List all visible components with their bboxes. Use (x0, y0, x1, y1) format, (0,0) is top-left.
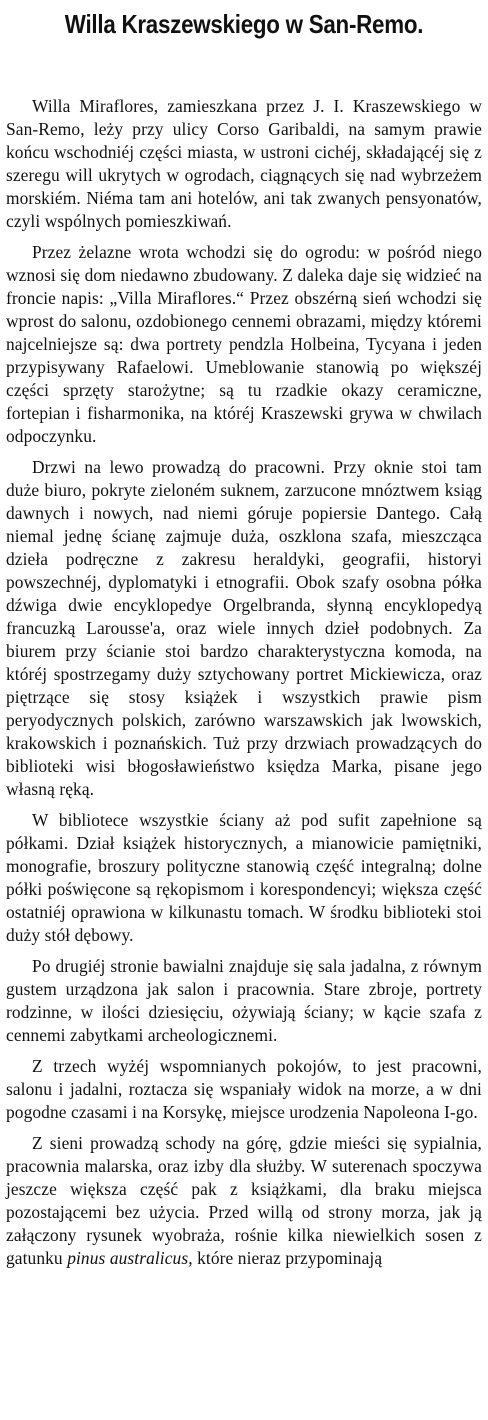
article-title: Willa Kraszewskiego w San-Remo. (64, 9, 424, 39)
paragraph-2: Przez żelazne wrota wchodzi się do ogrodu: w pośród niego wznosi się dom niedawno zbudowany. Z daleka daje się widzieć na froncie napis: „Villa Miraflores.“ Przez obszérną sień wchodzi się wprost do salonu, ozdobionego cennemi obrazami, między któremi najcelniejsze są: dwa portrety pendzla Holbeina, Tycyana i jeden przypisywany Rafaelowi. Umeblowanie stanowią po większéj części sprzęty starożytne; są tu rzadkie okazy ceramiczne, fortepian i fisharmonika, na któréj Kraszewski grywa w chwilach odpoczynku. (6, 242, 482, 446)
paragraph-1: Willa Miraflores, zamieszkana przez J. I. Kraszewskiego w San-Remo, leży przy ulicy Corso Garibaldi, na samym prawie końcu wschodniéj części miasta, w ustroni cichéj, składającéj się z szeregu will ukrytych w ogrodach, ciągnących się nad wybrzeżem morskiém. Niéma tam ani hotelów, ani tak zwanych pensyonatów, czyli wspólnych pomieszkiwań. (6, 96, 482, 231)
paragraph-7-text: Z sieni prowadzą schody na górę, gdzie mieści się sypialnia, pracownia malarska, oraz izby dla służby. W suterenach spoczywa jeszcze większa część pak z książkami, dla braku miejsca pozostającemi bez użycia. Przed willą od strony morza, jak ją załączony rysunek wyobraża, rośnie kilka niewielkich sosen z gatunku (6, 1133, 482, 1268)
paragraph-7-tail: które nieraz przypominają (197, 1248, 383, 1268)
paragraph-3: Drzwi na lewo prowadzą do pracowni. Przy oknie stoi tam duże biuro, pokryte zieloném suknem, zarzucone mnóztwem ksiąg dawnych i nowych, nad niemi góruje popiersie Dantego. Całą niemal jednę ścianę zajmuje duża, oszklona szafa, mieszcząca dzieła podręczne z zakresu heraldyki, geografii, historyi powszechnéj, dyplomatyki i etnografii. Obok szafy osobna półka dźwiga dwie encyklopedye Orgelbranda, słynną encyklopedyą francuzką Larousse'a, oraz wiele innych dzieł podobnych. Za biurem przy ścianie stoi bardzo charakterystyczna komoda, na któréj spostrzegamy duży sztychowany portret Mickiewicza, oraz piętrzące się stosy książek i wszystkich prawie pism peryodycznych polskich, zarówno warszawskich jak lwowskich, krakowskich i poznańskich. Tuż przy drzwiach prowadzących do biblioteki wisi błogosławieństwo księdza Marka, pisane jego własną ręką. (6, 457, 482, 799)
paragraph-6: Z trzech wyżéj wspomnianych pokojów, to jest pracowni, salonu i jadalni, roztacza się wspaniały widok na morze, a w dni pogodne czasami i na Korsykę, miejsce urodzenia Napoleona I-go. (6, 1056, 482, 1122)
article-body (6, 95, 482, 1270)
species-name: pinus australicus, (67, 1248, 193, 1268)
paragraph-4: W bibliotece wszystkie ściany aż pod sufit zapełnione są półkami. Dział książek historycznych, a mianowicie pamiętniki, monografie, broszury polityczne stanowią część integralną; dolne półki poświęcone są rękopismom i korespondencyi; większa część ostatniéj oprawiona w kilkunastu tomach. W środku biblioteki stoi duży stół dębowy. (6, 810, 482, 945)
paragraph-7 (6, 1132, 482, 1270)
paragraph-5: Po drugiéj stronie bawialni znajduje się sala jadalna, z równym gustem urządzona jak salon i pracownia. Stare zbroje, portrety rodzinne, w ilości dziesięciu, ożywiają ściany; w kącie szafa z cennemi zabytkami archeologicznemi. (6, 956, 482, 1045)
